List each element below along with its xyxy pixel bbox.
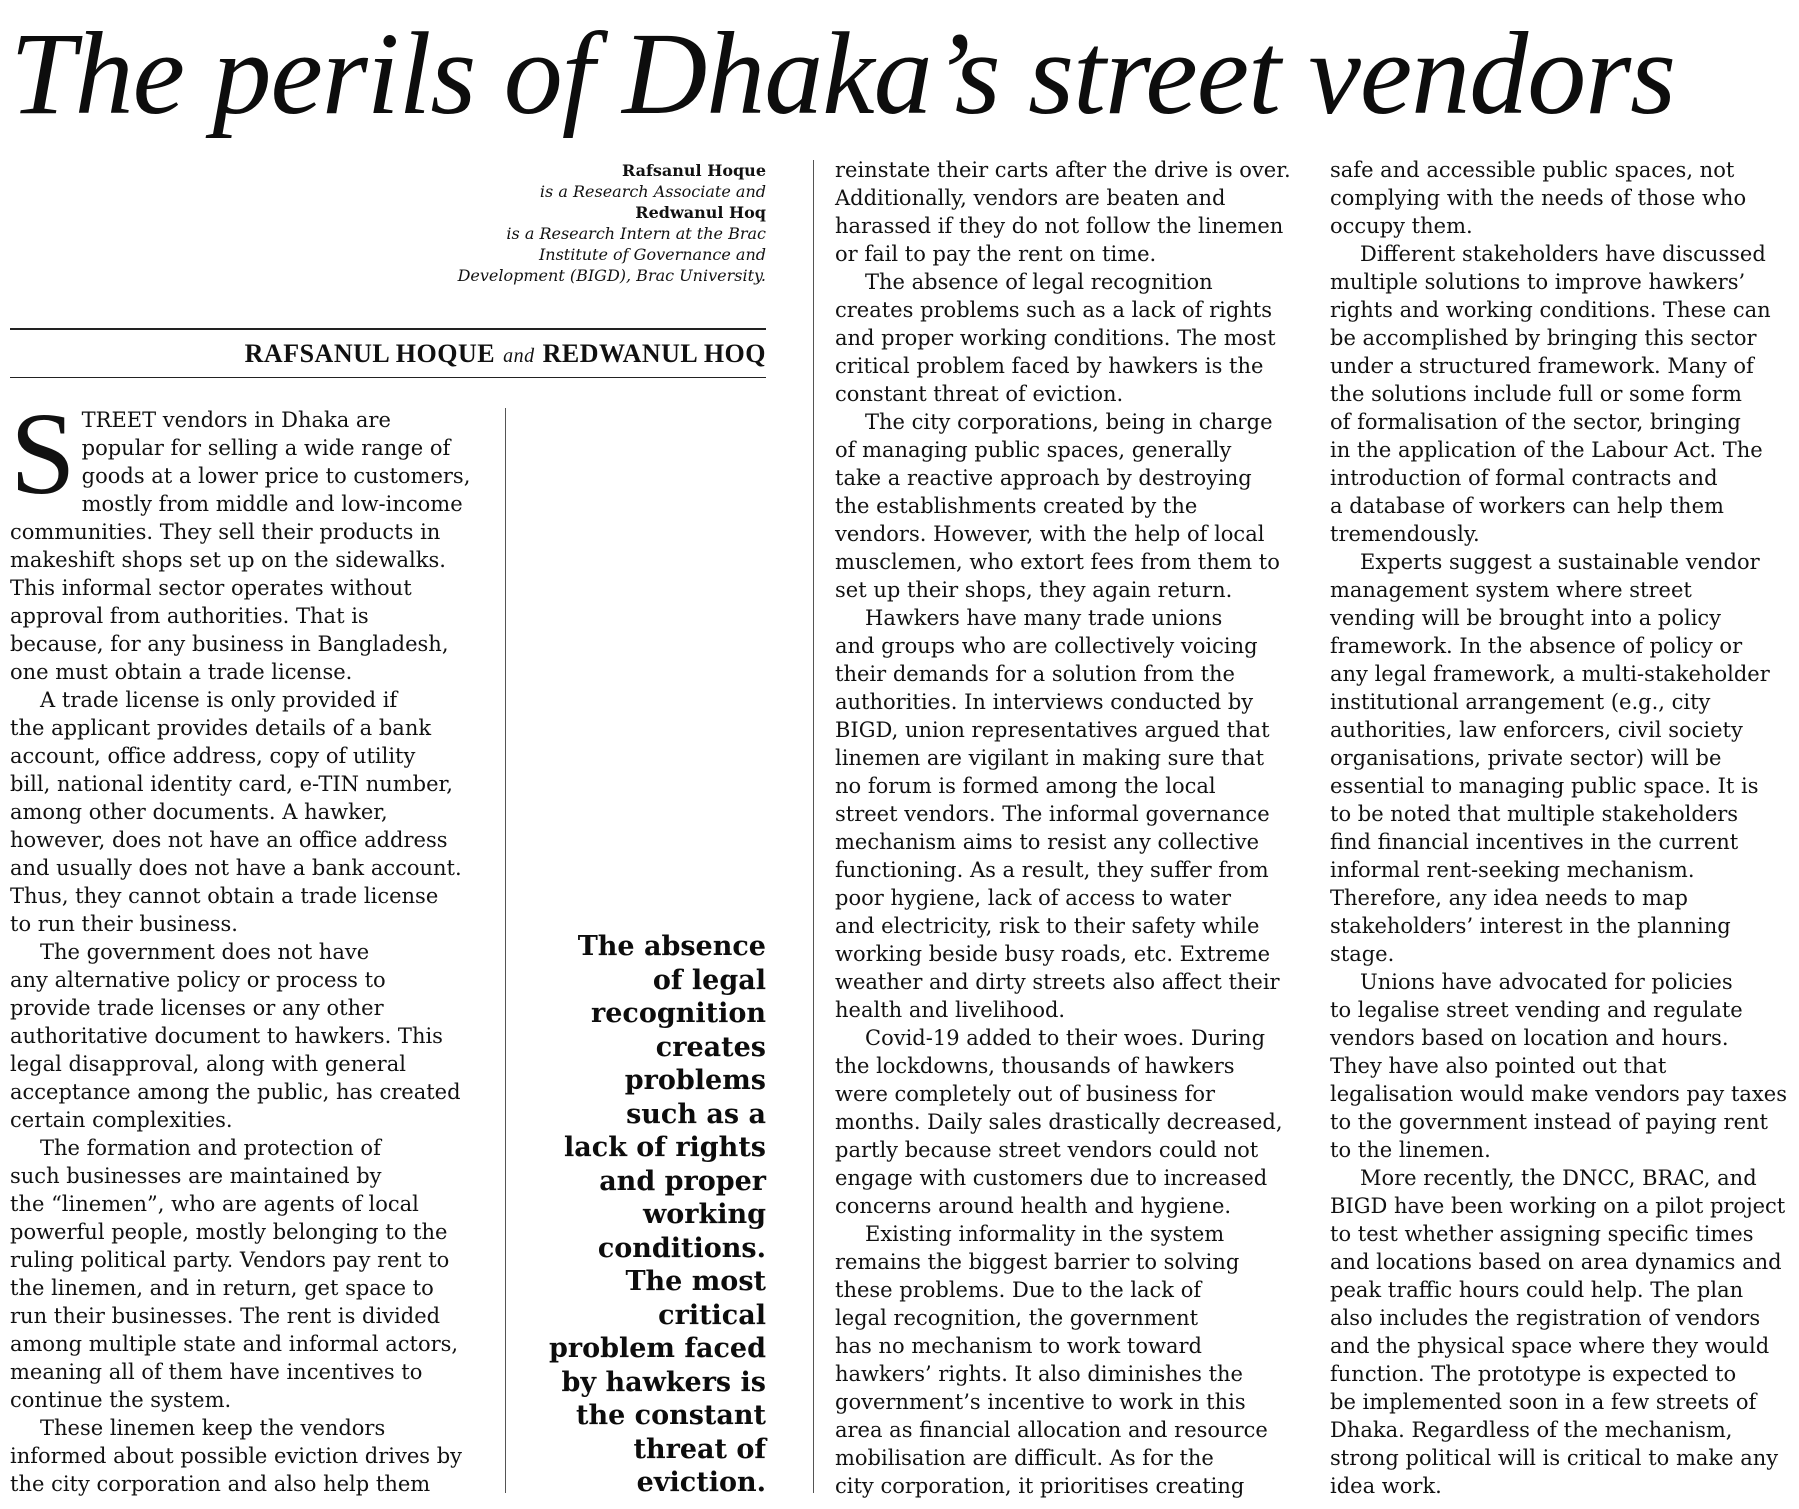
text-line: A trade license is only provided if: [40, 688, 398, 712]
text-line: introduction of formal contracts and: [1330, 466, 1718, 490]
pull-quote-line: recognition: [591, 998, 766, 1029]
text-line: or fail to pay the rent on time.: [835, 242, 1157, 266]
text-line: meaning all of them have incentives to: [10, 1360, 423, 1384]
text-line: Thus, they cannot obtain a trade license: [10, 884, 439, 908]
text-line: poor hygiene, lack of access to water: [835, 886, 1232, 910]
paragraph: [1330, 156, 1799, 240]
text-line: safe and accessible public spaces, not: [1330, 158, 1735, 182]
text-line: one must obtain a trade license.: [10, 660, 353, 684]
text-line: months. Daily sales drastically decreased,: [835, 1110, 1283, 1134]
byline-author-1: RAFSANUL HOQUE: [244, 339, 496, 368]
text-line: informed about possible eviction drives by: [10, 1444, 463, 1468]
text-line: Experts suggest a sustainable vendor: [1360, 550, 1760, 574]
text-line: The absence of legal recognition: [865, 270, 1213, 294]
text-line: ruling political party. Vendors pay rent to: [10, 1248, 450, 1272]
text-line: vendors. However, with the help of local: [835, 522, 1265, 546]
text-line: They have also pointed out that: [1330, 1054, 1667, 1078]
text-line: management system where street: [1330, 578, 1692, 602]
text-line: Unions have advocated for policies: [1360, 970, 1733, 994]
text-line: however, does not have an office address: [10, 828, 448, 852]
text-line: government’s incentive to work in this: [835, 1390, 1246, 1414]
text-line: and the physical space where they would: [1330, 1334, 1770, 1358]
pull-quote-line: problem faced: [548, 1333, 766, 1364]
text-line: to the linemen.: [1330, 1138, 1491, 1162]
text-line: such businesses are maintained by: [10, 1164, 382, 1188]
bio-role-1: is a Research Associate and: [539, 182, 766, 201]
pull-quote-line: such as a: [626, 1098, 766, 1130]
text-line: tremendously.: [1330, 522, 1480, 546]
pull-quote-line: creates: [655, 1031, 766, 1063]
paragraph: [1330, 968, 1799, 1164]
bio-author-1: Rafsanul Hoque: [622, 161, 766, 180]
text-line: under a structured framework. Many of: [1330, 354, 1754, 378]
text-line: provide trade licenses or any other: [10, 996, 384, 1020]
paragraph: [10, 686, 480, 938]
text-line: makeshift shops set up on the sidewalks.: [10, 548, 446, 572]
text-line: The government does not have: [40, 940, 370, 964]
paragraph: [835, 408, 1305, 604]
text-line: has no mechanism to work toward: [835, 1334, 1202, 1358]
text-line: a database of workers can help them: [1330, 494, 1724, 518]
text-line: vendors based on location and hours.: [1330, 1026, 1729, 1050]
text-line: constant threat of eviction.: [835, 382, 1124, 406]
paragraph: [1330, 548, 1799, 968]
text-line: were completely out of business for: [835, 1082, 1216, 1106]
text-line: These linemen keep the vendors: [40, 1416, 386, 1440]
pull-quote-line: The absence: [577, 931, 766, 962]
pull-quote-line: critical: [658, 1299, 766, 1331]
text-line: framework. In the absence of policy or: [1330, 634, 1743, 658]
paragraph: [10, 938, 480, 1134]
text-line: city corporation, it prioritises creating: [835, 1474, 1245, 1498]
pull-quote-line: eviction.: [636, 1467, 766, 1498]
text-line: BIGD, union representatives argued that: [835, 718, 1270, 742]
text-line: More recently, the DNCC, BRAC, and: [1360, 1166, 1757, 1190]
text-line: idea work.: [1330, 1474, 1442, 1498]
text-line: be implemented soon in a few streets of: [1330, 1390, 1757, 1414]
text-line: legal recognition, the government: [835, 1306, 1199, 1330]
text-line: and usually does not have a bank account.: [10, 856, 462, 880]
text-line: continue the system.: [10, 1388, 232, 1412]
text-line: peak traffic hours could help. The plan: [1330, 1278, 1744, 1302]
byline: [10, 339, 766, 371]
text-line: set up their shops, they again return.: [835, 578, 1233, 602]
pull-quote-line: and proper: [599, 1165, 766, 1197]
paragraph: [835, 268, 1305, 408]
text-line: reinstate their carts after the drive is over.: [835, 158, 1291, 182]
text-line: organisations, private sector) will be: [1330, 746, 1722, 770]
text-line: of formalisation of the sector, bringing: [1330, 410, 1741, 434]
pull-quote-line: the constant: [575, 1400, 766, 1431]
text-line: mobilisation are difficult. As for the: [835, 1446, 1214, 1470]
text-line: the solutions include full or some form: [1330, 382, 1742, 406]
byline-top-rule: [10, 328, 766, 330]
text-line: authoritative document to hawkers. This: [10, 1024, 443, 1048]
text-line: the applicant provides details of a bank: [10, 716, 432, 740]
paragraph: [835, 1220, 1305, 1500]
pull-quote-line: threat of: [633, 1433, 766, 1465]
text-line: find financial incentives in the current: [1330, 830, 1739, 854]
text-line: the establishments created by the: [835, 494, 1198, 518]
text-line: any legal framework, a multi-stakeholder: [1330, 662, 1770, 686]
text-line: powerful people, mostly belonging to the: [10, 1220, 448, 1244]
pull-quote-line: conditions.: [597, 1232, 766, 1264]
text-line: strong political will is critical to make any: [1330, 1446, 1779, 1470]
text-line: institutional arrangement (e.g., city: [1330, 690, 1711, 714]
text-line: rights and working conditions. These can: [1330, 298, 1771, 322]
text-line: functioning. As a result, they suffer from: [835, 858, 1269, 882]
author-bio: [300, 160, 766, 286]
text-line: bill, national identity card, e-TIN number,: [10, 772, 453, 796]
pull-quote-line: The most: [625, 1266, 766, 1297]
text-line: and locations based on area dynamics and: [1330, 1250, 1782, 1274]
text-line: harassed if they do not follow the linemen: [835, 214, 1284, 238]
text-line: any alternative policy or process to: [10, 968, 386, 992]
text-line: street vendors. The informal governance: [835, 802, 1270, 826]
text-line: informal rent-seeking mechanism.: [1330, 858, 1695, 882]
pull-quote-line: by hawkers is: [561, 1366, 766, 1398]
text-line: popular for selling a wide range of: [81, 436, 451, 460]
text-line: and proper working conditions. The most: [835, 326, 1276, 350]
pull-quote: [520, 930, 766, 1500]
text-line: critical problem faced by hawkers is the: [835, 354, 1264, 378]
text-line: BIGD have been working on a pilot project: [1330, 1194, 1786, 1218]
text-line: to run their business.: [10, 912, 238, 936]
text-line: Additionally, vendors are beaten and: [835, 186, 1226, 210]
text-line: their demands for a solution from the: [835, 662, 1235, 686]
text-line: run their businesses. The rent is divided: [10, 1304, 441, 1328]
pull-quote-line: working: [643, 1199, 766, 1230]
text-line: communities. They sell their products in: [10, 520, 441, 544]
text-line: Dhaka. Regardless of the mechanism,: [1330, 1418, 1733, 1442]
paragraph: [835, 156, 1305, 268]
bio-role-2-line: Development (BIGD), Brac University.: [457, 266, 766, 285]
text-line: partly because street vendors could not: [835, 1138, 1259, 1162]
text-line: occupy them.: [1330, 214, 1473, 238]
paragraph: [835, 1024, 1305, 1220]
text-line: linemen are vigilant in making sure that: [835, 746, 1265, 770]
text-line: The formation and protection of: [40, 1136, 381, 1160]
text-line: the city corporation and also help them: [10, 1472, 431, 1496]
text-line: stakeholders’ interest in the planning: [1330, 914, 1731, 938]
pull-quote-line: problems: [624, 1065, 766, 1096]
text-line: no forum is formed among the local: [835, 774, 1216, 798]
text-line: the “linemen”, who are agents of local: [10, 1192, 419, 1216]
pull-quote-line: lack of rights: [564, 1132, 766, 1163]
paragraph: [10, 1134, 480, 1414]
paragraph: [1330, 240, 1799, 548]
text-line: concerns around health and hygiene.: [835, 1194, 1232, 1218]
bio-role-2-line: is a Research Intern at the Brac: [506, 224, 766, 243]
text-line: hawkers’ rights. It also diminishes the: [835, 1362, 1243, 1386]
text-line: health and livelihood.: [835, 998, 1066, 1022]
text-line: in the application of the Labour Act. The: [1330, 438, 1763, 462]
text-line: to the government instead of paying rent: [1330, 1110, 1768, 1134]
column-divider: [813, 160, 814, 1493]
text-line: mechanism aims to resist any collective: [835, 830, 1260, 854]
byline-bottom-rule: [10, 377, 766, 378]
byline-and: and: [503, 345, 535, 367]
text-line: creates problems such as a lack of rights: [835, 298, 1273, 322]
text-line: among multiple state and informal actors,: [10, 1332, 459, 1356]
article-column-2: [835, 156, 1305, 1500]
text-line: Existing informality in the system: [865, 1222, 1225, 1246]
text-line: legal disapproval, along with general: [10, 1052, 406, 1076]
headline: The perils of Dhaka’s street vendors: [10, 8, 1676, 139]
column-divider: [505, 408, 506, 1493]
text-line: take a reactive approach by destroying: [835, 466, 1252, 490]
article-column-3: [1330, 156, 1799, 1500]
text-line: among other documents. A hawker,: [10, 800, 388, 824]
text-line: Therefore, any idea needs to map: [1330, 886, 1688, 910]
paragraph: [10, 1414, 480, 1498]
text-line: goods at a lower price to customers,: [81, 464, 471, 488]
text-line: authorities, law enforcers, civil society: [1330, 718, 1743, 742]
text-line: The city corporations, being in charge: [865, 410, 1273, 434]
text-line: to be noted that multiple stakeholders: [1330, 802, 1739, 826]
article-column-1: [10, 388, 480, 1498]
text-line: to test whether assigning specific times: [1330, 1222, 1754, 1246]
drop-cap: S: [10, 388, 76, 519]
text-line: stage.: [1330, 942, 1395, 966]
text-line: engage with customers due to increased: [835, 1166, 1268, 1190]
paragraph: [1330, 1164, 1799, 1500]
text-line: the linemen, and in return, get space to: [10, 1276, 434, 1300]
text-line: authorities. In interviews conducted by: [835, 690, 1254, 714]
paragraph: [10, 388, 480, 686]
text-line: approval from authorities. That is: [10, 604, 369, 628]
text-line: also includes the registration of vendors: [1330, 1306, 1761, 1330]
text-line: legalisation would make vendors pay taxes: [1330, 1082, 1787, 1106]
text-line: the lockdowns, thousands of hawkers: [835, 1054, 1235, 1078]
text-line: be accomplished by bringing this sector: [1330, 326, 1757, 350]
bio-author-2: Redwanul Hoq: [635, 203, 766, 222]
text-line: Different stakeholders have discussed: [1360, 242, 1766, 266]
text-line: function. The prototype is expected to: [1330, 1362, 1737, 1386]
text-line: and groups who are collectively voicing: [835, 634, 1258, 658]
text-line: of managing public spaces, generally: [835, 438, 1232, 462]
text-line: weather and dirty streets also affect their: [835, 970, 1280, 994]
text-line: area as financial allocation and resource: [835, 1418, 1268, 1442]
text-line: complying with the needs of those who: [1330, 186, 1747, 210]
text-line: and electricity, risk to their safety while: [835, 914, 1260, 938]
text-line: remains the biggest barrier to solving: [835, 1250, 1240, 1274]
text-line: vending will be brought into a policy: [1330, 606, 1722, 630]
text-line: acceptance among the public, has created: [10, 1080, 461, 1104]
text-line: essential to managing public space. It is: [1330, 774, 1759, 798]
paragraph: [835, 604, 1305, 1024]
text-line: This informal sector operates without: [10, 576, 412, 600]
text-line: these problems. Due to the lack of: [835, 1278, 1202, 1302]
text-line: account, office address, copy of utility: [10, 744, 416, 768]
text-line: working beside busy roads, etc. Extreme: [835, 942, 1271, 966]
text-line: to legalise street vending and regulate: [1330, 998, 1743, 1022]
text-line: Covid-19 added to their woes. During: [865, 1026, 1266, 1050]
pull-quote-line: of legal: [652, 964, 766, 996]
text-line: Hawkers have many trade unions: [865, 606, 1223, 630]
text-line: multiple solutions to improve hawkers’: [1330, 270, 1746, 294]
byline-author-2: REDWANUL HOQ: [542, 339, 766, 368]
text-line: mostly from middle and low-income: [81, 492, 463, 516]
text-line: certain complexities.: [10, 1108, 233, 1132]
text-line: TREET vendors in Dhaka are: [81, 408, 391, 432]
text-line: because, for any business in Bangladesh,: [10, 632, 449, 656]
bio-role-2-line: Institute of Governance and: [538, 245, 766, 264]
text-line: musclemen, who extort fees from them to: [835, 550, 1280, 574]
